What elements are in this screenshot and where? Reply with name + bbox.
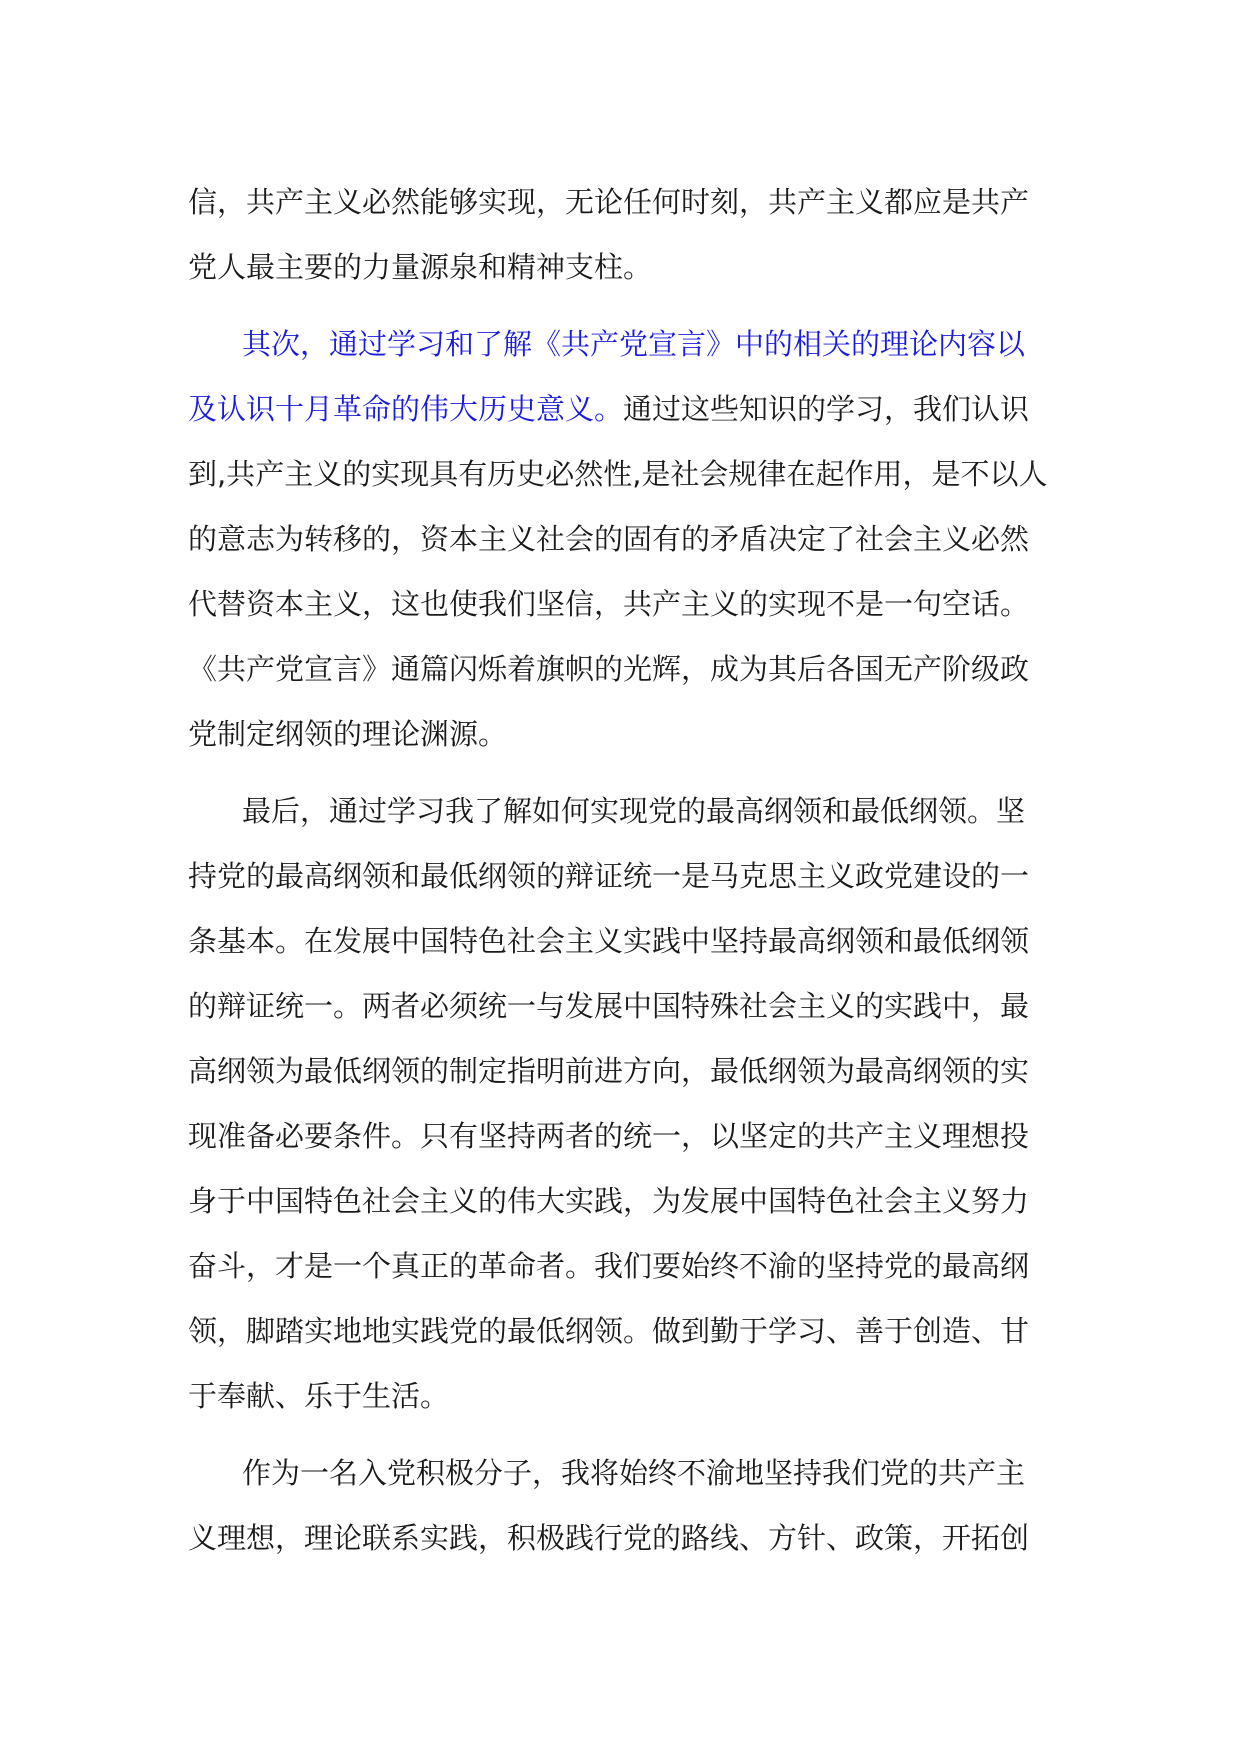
- text-line: 作为一名入党积极分子，我将始终不渝地坚持我们党的共产主: [242, 1456, 1026, 1490]
- text-line: 条基本。在发展中国特色社会主义实践中坚持最高纲领和最低纲领: [188, 924, 1030, 958]
- text-line: 的辩证统一。两者必须统一与发展中国特殊社会主义的实践中，最: [188, 989, 1030, 1023]
- text-line: 最后，通过学习我了解如何实现党的最高纲领和最低纲领。坚: [242, 794, 1026, 828]
- text-line: 身于中国特色社会主义的伟大实践，为发展中国特色社会主义努力: [188, 1184, 1030, 1218]
- text-line: 义理想，理论联系实践，积极践行党的路线、方针、政策，开拓创: [188, 1521, 1030, 1555]
- text-line: 领，脚踏实地地实践党的最低纲领。做到勤于学习、善于创造、甘: [188, 1314, 1030, 1348]
- text-line: 现准备必要条件。只有坚持两者的统一，以坚定的共产主义理想投: [188, 1119, 1030, 1153]
- paragraph-1: [188, 170, 1058, 300]
- document-page: [188, 170, 1058, 1583]
- text-line: 党人最主要的力量源泉和精神支柱。: [188, 250, 653, 284]
- text-line: 代替资本主义，这也使我们坚信，共产主义的实现不是一句空话。: [188, 587, 1030, 621]
- highlighted-text-line: 其次，通过学习和了解《共产党宣言》中的相关的理论内容以: [242, 327, 1026, 361]
- paragraph-2: [188, 312, 1058, 767]
- text-line: 于奉献、乐于生活。: [188, 1379, 450, 1413]
- paragraph-3: [188, 779, 1058, 1429]
- text-line: 到,共产主义的实现具有历史必然性,是社会规律在起作用，是不以人: [188, 457, 1048, 491]
- text-line: 持党的最高纲领和最低纲领的辩证统一是马克思主义政党建设的一: [188, 859, 1030, 893]
- text-line: 信，共产主义必然能够实现，无论任何时刻，共产主义都应是共产: [188, 185, 1030, 219]
- text-line: 党制定纲领的理论渊源。: [188, 717, 508, 751]
- paragraph-4: [188, 1441, 1058, 1571]
- mixed-text-line: [188, 377, 1058, 442]
- text-line: 《共产党宣言》通篇闪烁着旗帜的光辉，成为其后各国无产阶级政: [188, 652, 1030, 686]
- text-line: 的意志为转移的，资本主义社会的固有的矛盾决定了社会主义必然: [188, 522, 1030, 556]
- text-run: 通过这些知识的学习，我们认识: [623, 392, 1030, 426]
- text-line: 奋斗，才是一个真正的革命者。我们要始终不渝的坚持党的最高纲: [188, 1249, 1030, 1283]
- highlighted-text: 及认识十月革命的伟大历史意义。: [188, 392, 624, 426]
- text-line: 高纲领为最低纲领的制定指明前进方向，最低纲领为最高纲领的实: [188, 1054, 1030, 1088]
